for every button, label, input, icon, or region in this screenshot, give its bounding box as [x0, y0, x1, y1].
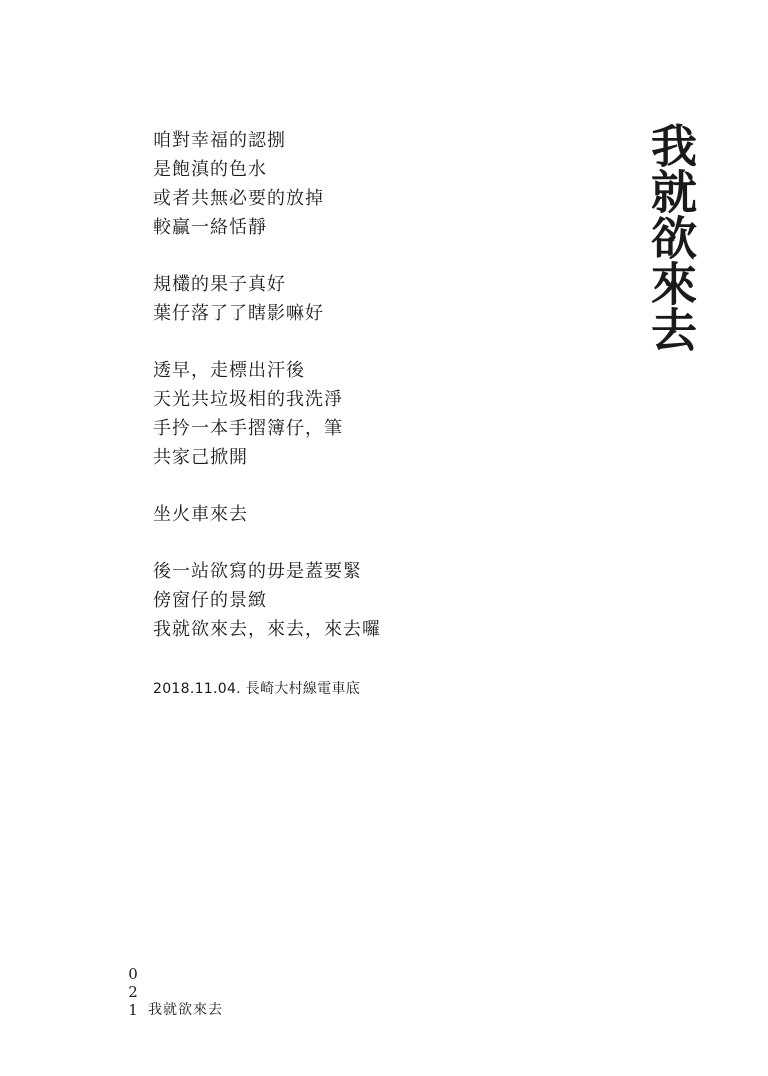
stanza: [153, 500, 593, 529]
poem-line: 規欉的果子真好: [153, 274, 286, 295]
poem-line: 我就欲來去，來去，來去囉: [153, 619, 381, 640]
running-title: 我就欲來去: [148, 1002, 223, 1018]
stanza: [153, 270, 593, 328]
poem-line: 透早，走標出汗後: [153, 360, 305, 381]
poem-line: 坐火車來去: [153, 504, 248, 525]
poem-body: [153, 126, 593, 672]
poem-line: 或者共無必要的放掉: [153, 188, 324, 209]
stanza: [153, 356, 593, 472]
poem-line: 共家己掀開: [153, 447, 248, 468]
poem-line: 後一站欲寫的毋是蓋要緊: [153, 561, 362, 582]
poem-line: 是飽滇的色水: [153, 159, 267, 180]
page-number-digit: 1: [128, 1001, 138, 1019]
page-number: [126, 965, 140, 1019]
poem-line: 傍窗仔的景緻: [153, 590, 267, 611]
poem-title: 我就欲來去: [644, 122, 698, 352]
date-location-line: 2018.11.04. 長崎大村線電車底: [153, 681, 361, 697]
poem-line: 葉仔落了了瞎影嘛好: [153, 303, 324, 324]
stanza: [153, 126, 593, 242]
poem-line: 天光共垃圾相的我洗淨: [153, 389, 343, 410]
poem-line: 較贏一絡恬靜: [153, 217, 267, 238]
poem-line: 手扲一本手摺簿仔，筆: [153, 418, 343, 439]
page-number-digit: 0: [128, 965, 138, 983]
poem-line: 咱對幸福的認捌: [153, 130, 286, 151]
stanza: [153, 557, 593, 644]
page-number-digit: 2: [128, 983, 138, 1001]
